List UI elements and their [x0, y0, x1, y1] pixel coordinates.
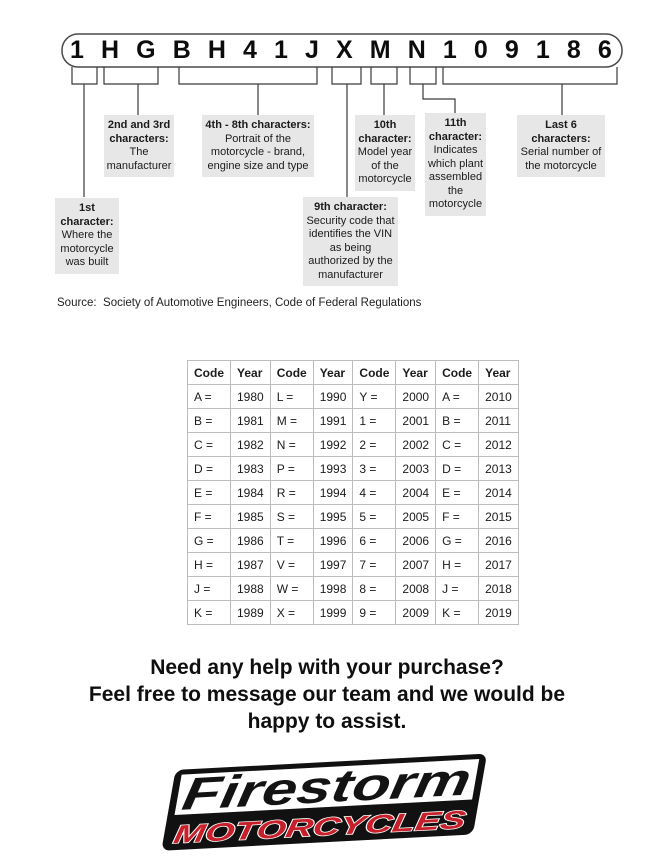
year-table-cell: A = [436, 385, 479, 409]
year-table-cell: 4 = [353, 481, 396, 505]
year-table-cell: F = [188, 505, 231, 529]
logo-name-text: Firestorm [178, 757, 395, 820]
year-table-header-cell: Code [353, 361, 396, 385]
year-table-cell: 1996 [313, 529, 353, 553]
year-table-cell: W = [270, 577, 313, 601]
vin-character: M [369, 36, 391, 64]
year-table-cell: 1982 [231, 433, 271, 457]
year-table-row [188, 577, 519, 601]
year-table-cell: 2004 [396, 481, 436, 505]
year-table-cell: M = [270, 409, 313, 433]
vin-character: N [407, 36, 426, 64]
year-table-cell: 1998 [313, 577, 353, 601]
year-table-cell: V = [270, 553, 313, 577]
year-table-cell: 2015 [479, 505, 519, 529]
legend-box-title: 4th - 8th characters: [205, 119, 311, 131]
year-table-header-cell: Code [270, 361, 313, 385]
year-table-cell: 1995 [313, 505, 353, 529]
year-table-row [188, 433, 519, 457]
year-table-row [188, 553, 519, 577]
help-line: happy to assist. [247, 710, 407, 733]
year-table-cell: 1988 [231, 577, 271, 601]
vin-character: G [136, 36, 156, 64]
help-line: Feel free to message our team and we would be [88, 683, 566, 706]
year-table-cell: 1994 [313, 481, 353, 505]
year-table-cell: S = [270, 505, 313, 529]
logo-graphic [146, 751, 510, 857]
vin-character: 6 [597, 36, 612, 64]
year-table-cell: 2010 [479, 385, 519, 409]
year-table-cell: 2008 [396, 577, 436, 601]
year-table-cell: 9 = [353, 601, 396, 625]
year-table-cell: 1990 [313, 385, 353, 409]
logo-subtitle-text: MOTORCYCLES [171, 811, 371, 850]
year-table-cell: G = [188, 529, 231, 553]
year-table-cell: 1991 [313, 409, 353, 433]
year-table-cell: 2007 [396, 553, 436, 577]
vin-character: J [305, 36, 319, 64]
year-table-cell: 1997 [313, 553, 353, 577]
legend-box-2nd-3rd-characters [104, 115, 174, 177]
year-table-cell: 2017 [479, 553, 519, 577]
legend-box-title: 2nd and 3rd characters: [107, 119, 171, 145]
vin-character: 1 [70, 36, 84, 64]
legend-box-title: 9th character: [314, 201, 387, 213]
year-table-cell: T = [270, 529, 313, 553]
year-table-cell: C = [436, 433, 479, 457]
year-table-cell: B = [188, 409, 231, 433]
year-table-header-cell: Code [188, 361, 231, 385]
year-table-cell: X = [270, 601, 313, 625]
year-table-cell: R = [270, 481, 313, 505]
year-table-cell: 1992 [313, 433, 353, 457]
year-table-header-cell: Year [396, 361, 436, 385]
year-table-cell: 1987 [231, 553, 271, 577]
year-table-row [188, 601, 519, 625]
vin-character: 8 [566, 36, 581, 64]
year-table-row [188, 529, 519, 553]
year-table-cell: 2 = [353, 433, 396, 457]
year-table-cell: 2001 [396, 409, 436, 433]
vin-character: 0 [473, 36, 488, 64]
year-table-cell: F = [436, 505, 479, 529]
year-table-cell: 5 = [353, 505, 396, 529]
year-table-cell: 1981 [231, 409, 271, 433]
legend-box-body: Model year of the motorcycle [357, 146, 413, 185]
year-table-cell: G = [436, 529, 479, 553]
vin-character: 1 [535, 36, 550, 64]
vin-character: 4 [243, 36, 257, 64]
year-table-cell: B = [436, 409, 479, 433]
legend-box-title: 1st character: [60, 202, 114, 228]
year-code-table [187, 360, 519, 625]
year-table-cell: J = [188, 577, 231, 601]
legend-box-body: Portrait of the motorcycle - brand, engine size and type [207, 132, 309, 172]
year-table-cell: E = [188, 481, 231, 505]
year-table-cell: D = [436, 457, 479, 481]
year-table-header-row [188, 361, 519, 385]
legend-box-title: 11th character: [428, 117, 483, 143]
year-table-cell: 2009 [396, 601, 436, 625]
year-table-cell: 2005 [396, 505, 436, 529]
year-table-row [188, 385, 519, 409]
legend-box-last-6-characters [517, 115, 605, 177]
legend-box-9th-character [303, 197, 398, 286]
help-line: Need any help with your purchase? [150, 656, 504, 679]
year-table-header-cell: Code [436, 361, 479, 385]
legend-box-body: Serial number of the motorcycle [520, 146, 602, 172]
legend-box-body: Indicates which plant assembled the motorcycle [427, 144, 484, 210]
year-table-cell: 2013 [479, 457, 519, 481]
year-table-row [188, 457, 519, 481]
year-table-cell: 2003 [396, 457, 436, 481]
legend-box-body: The manufacturer [106, 146, 172, 172]
vin-character: 9 [504, 36, 519, 64]
year-table-header-cell: Year [231, 361, 271, 385]
year-table-cell: Y = [353, 385, 396, 409]
year-table-cell: K = [188, 601, 231, 625]
year-table-cell: 2011 [479, 409, 519, 433]
year-table-cell: 1986 [231, 529, 271, 553]
help-message [0, 654, 654, 735]
year-table-row [188, 409, 519, 433]
year-table-cell: 2018 [479, 577, 519, 601]
year-table-row [188, 505, 519, 529]
year-table-row [188, 481, 519, 505]
year-table-cell: 3 = [353, 457, 396, 481]
legend-box-body: Where the motorcycle was built [60, 229, 114, 268]
legend-box-1st-character [55, 198, 119, 274]
year-table-cell: 2000 [396, 385, 436, 409]
year-table-cell: E = [436, 481, 479, 505]
year-table-cell: 1989 [231, 601, 271, 625]
legend-box-title: 10th character: [358, 119, 412, 145]
year-table-cell: 1993 [313, 457, 353, 481]
year-table-cell: A = [188, 385, 231, 409]
year-table-header-cell: Year [479, 361, 519, 385]
year-table-cell: 1985 [231, 505, 271, 529]
legend-box-4th-8th-characters [202, 115, 314, 177]
year-table-cell: C = [188, 433, 231, 457]
year-table-header-cell: Year [313, 361, 353, 385]
year-table-cell: 2006 [396, 529, 436, 553]
source-note: Source: Society of Automotive Engineers, Code of Federal Regulations [57, 297, 422, 309]
year-table-body [188, 385, 519, 625]
firestorm-motorcycles-logo [146, 751, 510, 857]
year-table-cell: D = [188, 457, 231, 481]
year-table-cell: 2002 [396, 433, 436, 457]
year-table-cell: 6 = [353, 529, 396, 553]
vin-character: 1 [274, 36, 288, 64]
vin-character: H [101, 36, 120, 64]
year-table-cell: J = [436, 577, 479, 601]
year-table-cell: H = [188, 553, 231, 577]
legend-box-10th-character [355, 115, 415, 191]
legend-box-title: Last 6 characters: [531, 119, 591, 145]
vin-character: B [172, 36, 191, 64]
vin-characters [70, 34, 612, 67]
year-table-cell: 7 = [353, 553, 396, 577]
year-table-cell: L = [270, 385, 313, 409]
vin-character: X [336, 36, 353, 64]
year-table-cell: 1999 [313, 601, 353, 625]
year-table-cell: H = [436, 553, 479, 577]
year-table-cell: 1 = [353, 409, 396, 433]
legend-box-11th-character [425, 113, 486, 216]
year-table-cell: 8 = [353, 577, 396, 601]
year-table-cell: N = [270, 433, 313, 457]
year-table-cell: 1980 [231, 385, 271, 409]
legend-box-body: Security code that identifies the VIN as being authorized by the manufacturer [306, 214, 395, 281]
year-table-cell: 2012 [479, 433, 519, 457]
year-table-cell: 1983 [231, 457, 271, 481]
year-table-cell: K = [436, 601, 479, 625]
year-table-cell: P = [270, 457, 313, 481]
vin-character: H [207, 36, 226, 64]
year-table-cell: 2019 [479, 601, 519, 625]
year-table-cell: 2014 [479, 481, 519, 505]
year-table-cell: 1984 [231, 481, 271, 505]
vin-character: 1 [442, 36, 457, 64]
year-table-cell: 2016 [479, 529, 519, 553]
